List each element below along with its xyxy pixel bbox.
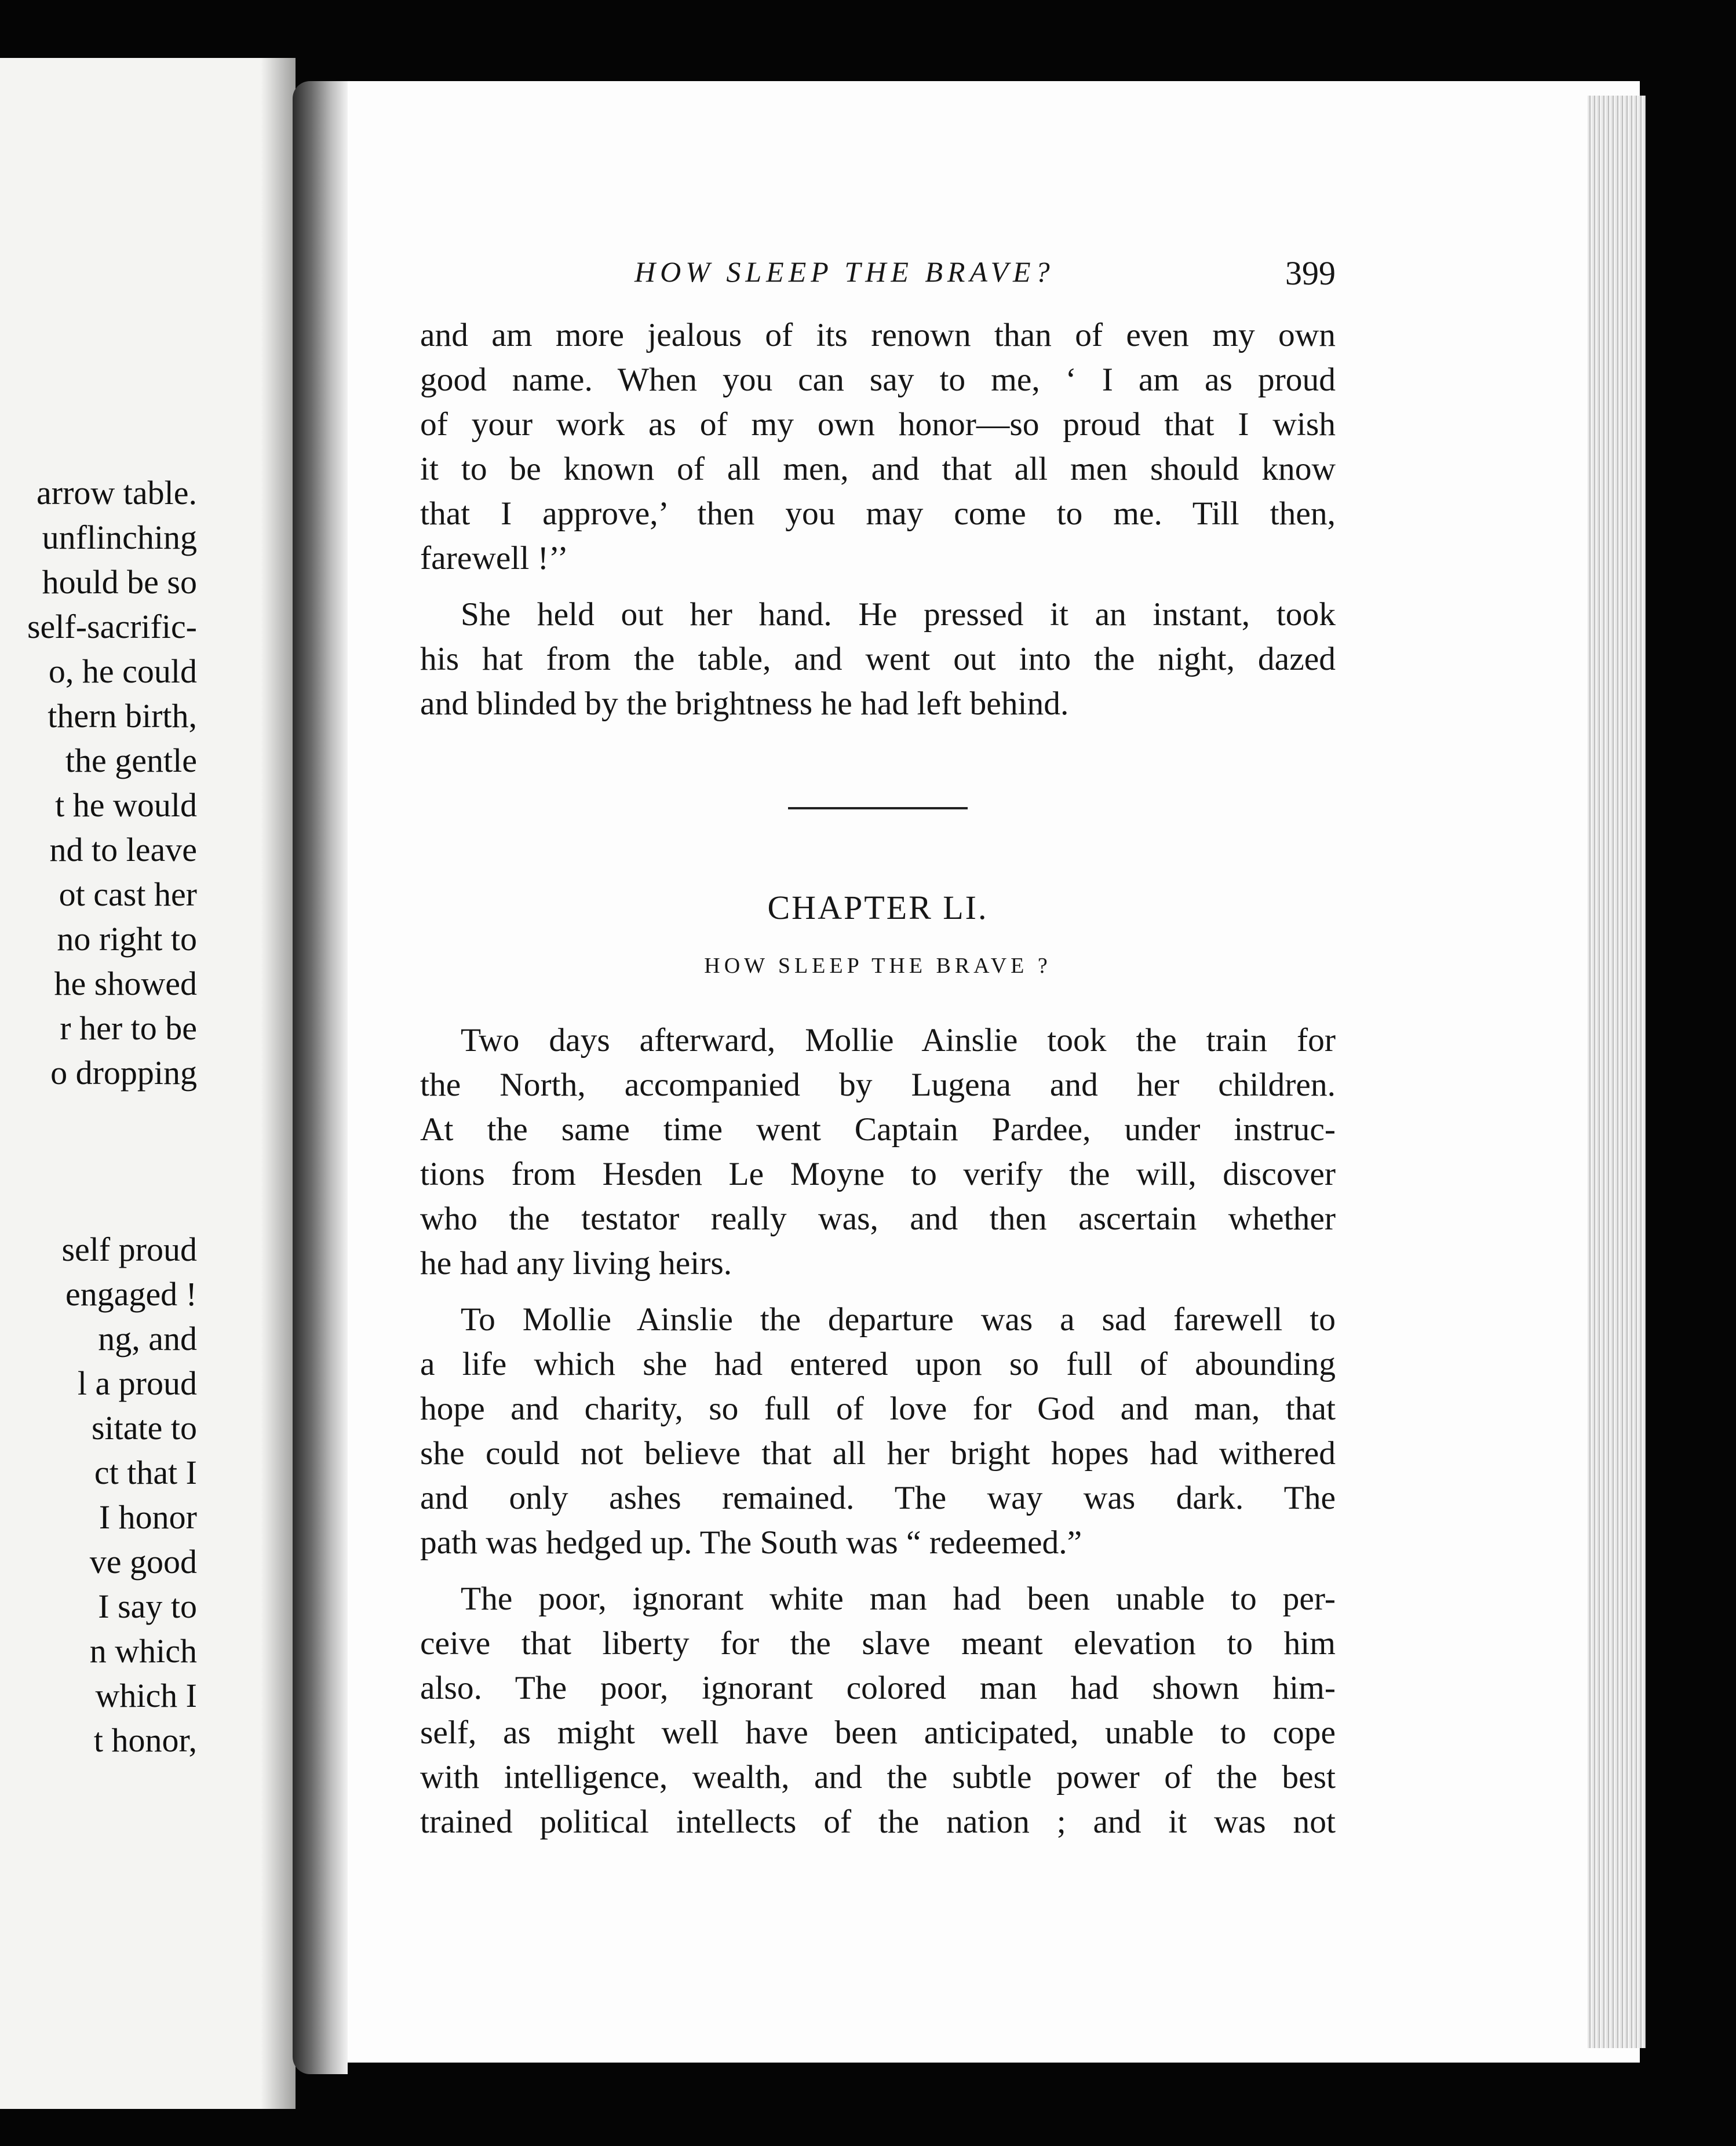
text-line: and am more jealous of its renown than of even my own — [420, 317, 1336, 353]
text-line: it to be known of all men, and that all men should know — [420, 451, 1336, 487]
text-line: that I approve,’ then you may come to me. Till then, — [420, 495, 1336, 532]
left-page-line: no right to — [57, 920, 197, 958]
left-page-line: self-sacrific- — [27, 608, 197, 645]
page-text-block — [420, 249, 1336, 1844]
left-facing-page — [0, 58, 296, 2109]
left-page-line: hould be so — [42, 563, 197, 601]
text-line: with intelligence, wealth, and the subtle power of the best — [420, 1759, 1336, 1795]
text-line: She held out her hand. He pressed it an instant, took — [461, 596, 1336, 633]
left-page-line: I honor — [99, 1498, 197, 1536]
left-page-line: o, he could — [48, 652, 197, 690]
left-page-line: sitate to — [91, 1409, 197, 1447]
book-spine-shadow — [293, 81, 348, 2074]
left-page-line: o dropping — [50, 1054, 197, 1092]
left-page-line: r her to be — [60, 1009, 197, 1047]
text-line: and only ashes remained. The way was dark. The — [420, 1480, 1336, 1516]
text-line: hope and charity, so full of love for God and man, that — [420, 1390, 1336, 1427]
page-number: 399 — [1285, 254, 1336, 292]
section-divider-rule — [788, 807, 968, 809]
paragraph — [420, 1018, 1336, 1286]
text-line: she could not believe that all her bright hopes had withered — [420, 1435, 1336, 1472]
left-page-line: l a proud — [77, 1364, 197, 1402]
text-line: of your work as of my own honor—so proud that I wish — [420, 406, 1336, 443]
left-page-line: ve good — [89, 1543, 197, 1581]
text-line: trained political intellects of the nation ; and it was not — [420, 1804, 1336, 1840]
text-line: The poor, ignorant white man had been unable to per- — [461, 1581, 1336, 1617]
text-line: a life which she had entered upon so full of abounding — [420, 1346, 1336, 1382]
paragraph — [420, 592, 1336, 726]
text-line: path was hedged up. The South was “ redeemed.” — [420, 1524, 1082, 1561]
running-title: HOW SLEEP THE BRAVE? — [634, 256, 1055, 288]
left-gutter-shadow — [261, 58, 296, 2109]
left-page-line: I say to — [98, 1587, 197, 1625]
left-page-line: he showed — [54, 965, 197, 1002]
text-line: his hat from the table, and went out into the night, dazed — [420, 641, 1336, 677]
chapter-title: CHAPTER LI. — [767, 889, 989, 926]
paragraph — [420, 313, 1336, 581]
left-page-line: arrow table. — [37, 474, 197, 512]
left-page-line: self proud — [61, 1231, 197, 1268]
left-page-line: t he would — [55, 786, 197, 824]
text-line: also. The poor, ignorant colored man had shown him- — [420, 1670, 1336, 1706]
text-line: and blinded by the brightness he had left behind. — [420, 685, 1069, 722]
left-page-line: ct that I — [94, 1454, 197, 1491]
text-line: ceive that liberty for the slave meant elevation to him — [420, 1625, 1336, 1662]
text-line: who the testator really was, and then ascertain whether — [420, 1200, 1336, 1237]
text-line: At the same time went Captain Pardee, under instruc- — [420, 1111, 1336, 1148]
text-line: the North, accompanied by Lugena and her children. — [420, 1067, 1336, 1103]
left-page-line: the gentle — [65, 742, 197, 779]
left-page-line: unflinching — [42, 519, 197, 556]
left-page-text — [0, 470, 197, 1762]
left-page-line: n which — [89, 1632, 197, 1670]
text-line: tions from Hesden Le Moyne to verify the will, discover — [420, 1156, 1336, 1192]
text-line: To Mollie Ainslie the departure was a sad farewell to — [461, 1301, 1336, 1338]
left-page-line: engaged ! — [65, 1275, 197, 1313]
left-page-line: t honor, — [93, 1721, 197, 1759]
chapter-subtitle: HOW SLEEP THE BRAVE ? — [704, 954, 1052, 978]
text-line: farewell !’’ — [420, 540, 568, 576]
left-page-line: nd to leave — [49, 831, 197, 868]
paragraph — [420, 1576, 1336, 1844]
left-page-line: thern birth, — [48, 697, 197, 735]
text-line: good name. When you can say to me, ‘ I am as proud — [420, 362, 1336, 398]
left-page-line: ot cast her — [59, 875, 197, 913]
page-edges — [1588, 96, 1646, 2048]
text-line: he had any living heirs. — [420, 1245, 732, 1282]
left-page-line: ng, and — [98, 1320, 197, 1357]
running-head — [420, 249, 1336, 313]
paragraph — [420, 1297, 1336, 1565]
text-line: Two days afterward, Mollie Ainslie took the train for — [461, 1022, 1336, 1059]
text-line: self, as might well have been anticipated, unable to cope — [420, 1714, 1336, 1751]
left-page-line: which I — [95, 1677, 197, 1714]
